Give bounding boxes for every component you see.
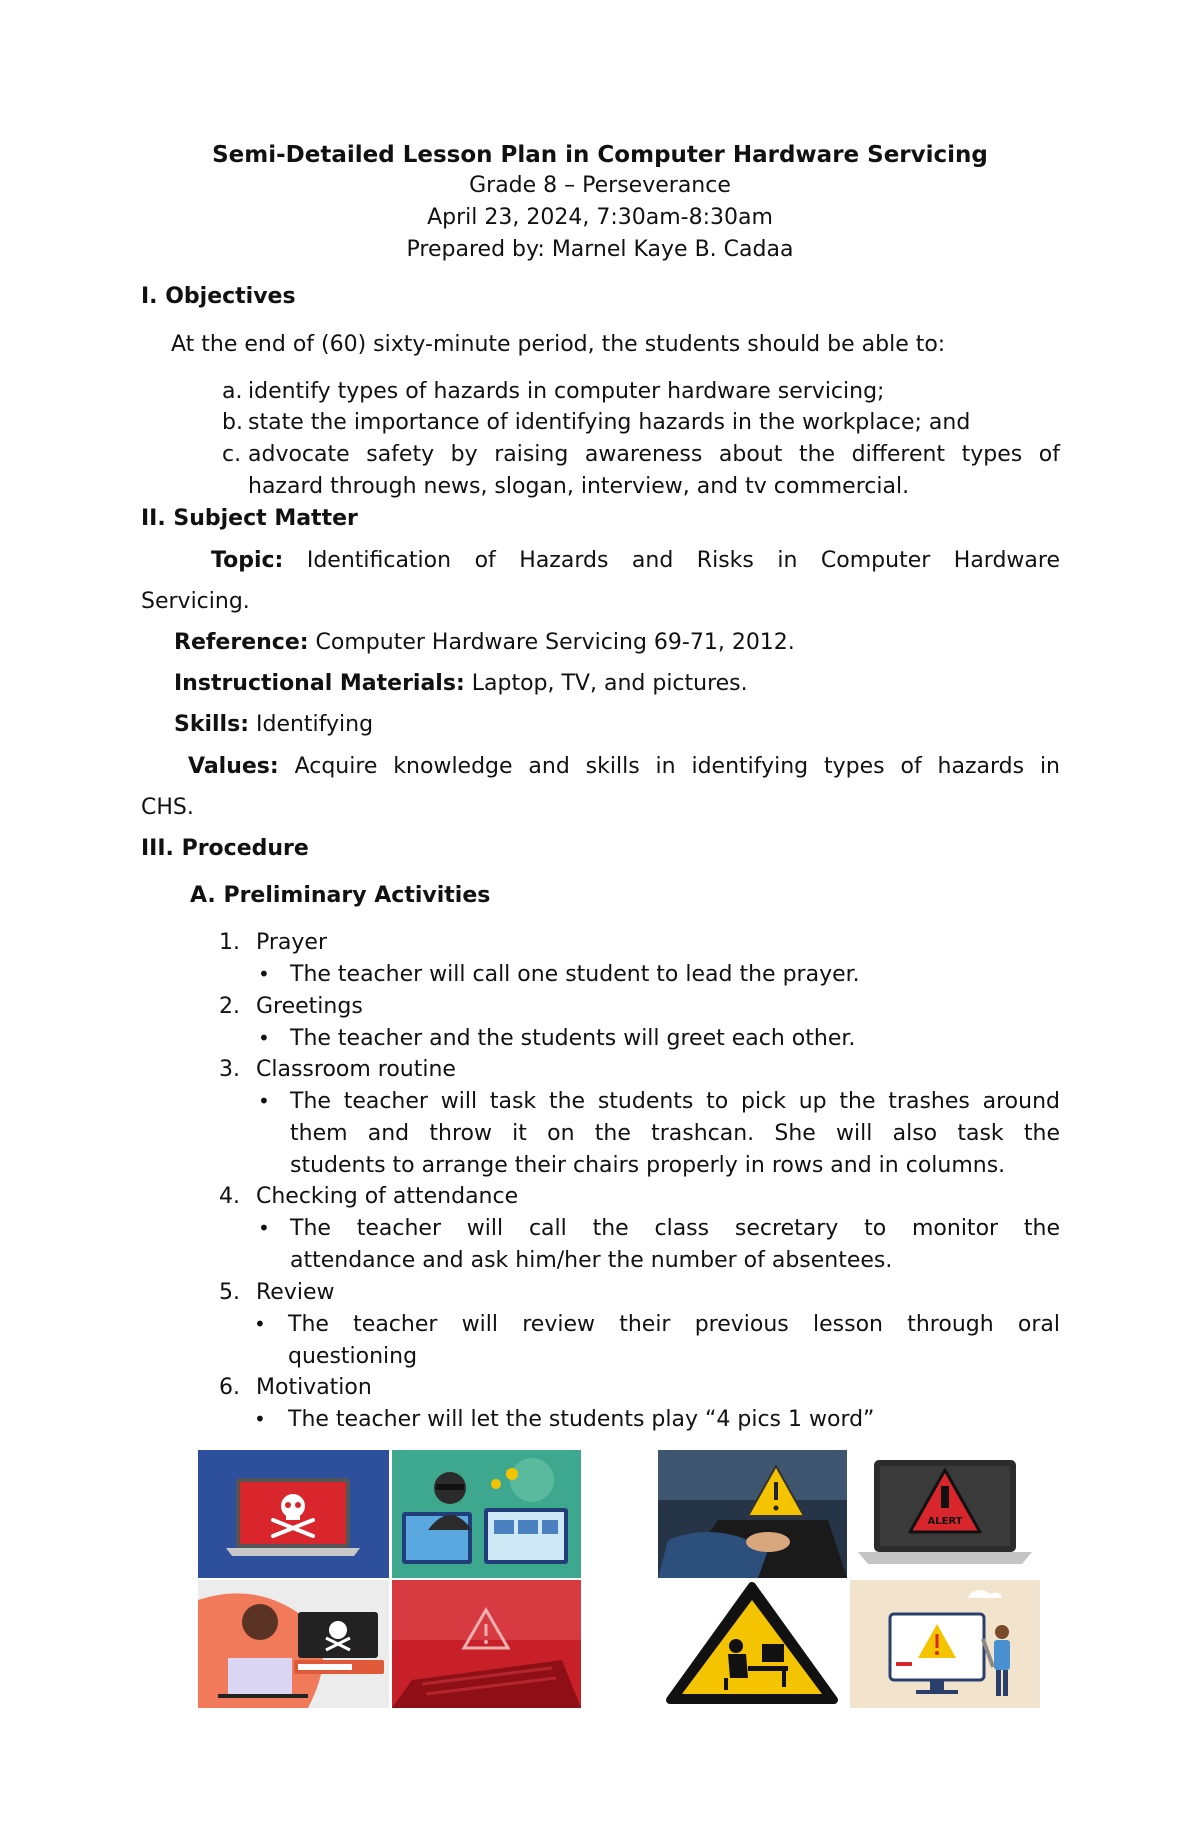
bullet-dot: •	[258, 1026, 270, 1050]
skills-label: Skills:	[174, 712, 249, 737]
workplace-hazard-icon	[658, 1580, 847, 1708]
materials-label: Instructional Materials:	[174, 671, 465, 696]
bullet-dot: •	[258, 1089, 270, 1113]
step-number: 2.	[219, 994, 240, 1019]
workplace-hazard-sign-image	[658, 1580, 847, 1708]
laptop-alert-image	[850, 1450, 1040, 1578]
typing-warning-icon	[658, 1450, 847, 1578]
red-warning-icon	[392, 1580, 581, 1708]
preliminary-activities-heading: A. Preliminary Activities	[190, 883, 491, 908]
lesson-date: April 23, 2024, 7:30am-8:30am	[427, 205, 773, 230]
objective-text: state the importance of identifying hazards in the workplace; and	[248, 410, 971, 435]
step-name: Motivation	[256, 1375, 372, 1400]
alert-laptop-icon	[850, 1450, 1040, 1578]
bullet-dot: •	[254, 1312, 266, 1336]
reference-value: Computer Hardware Servicing 69-71, 2012.	[315, 630, 795, 655]
grade-section: Grade 8 – Perseverance	[469, 173, 731, 198]
objective-letter: c.	[222, 442, 242, 467]
values-label: Values:	[188, 754, 279, 779]
reference-line	[174, 630, 795, 655]
skills-value: Identifying	[256, 712, 374, 737]
topic-value: Identification of Hazards and Risks in Computer Hardware	[306, 548, 1060, 573]
values-value: Acquire knowledge and skills in identifying types of hazards in	[294, 754, 1061, 779]
bullet-dot: •	[258, 962, 270, 986]
objectives-intro: At the end of (60) sixty-minute period, the students should be able to:	[171, 332, 946, 357]
step-name: Review	[256, 1280, 335, 1305]
laptop-skull-icon	[198, 1450, 389, 1578]
laptop-skull-image	[198, 1450, 389, 1578]
step-number: 3.	[219, 1057, 240, 1082]
step-name: Classroom routine	[256, 1057, 456, 1082]
prepared-by: Prepared by: Marnel Kaye B. Cadaa	[406, 237, 794, 262]
technician-icon	[850, 1580, 1040, 1708]
procedure-heading: III. Procedure	[141, 836, 309, 861]
red-keyboard-warning-image	[392, 1580, 581, 1708]
step-detail: them and throw it on the trashcan. She will also task the	[290, 1121, 1060, 1146]
topic-label: Topic:	[211, 548, 284, 573]
typing-warning-image	[658, 1450, 847, 1578]
document-title: Semi-Detailed Lesson Plan in Computer Hardware Servicing	[212, 142, 988, 168]
subject-matter-heading: II. Subject Matter	[141, 506, 358, 531]
materials-value: Laptop, TV, and pictures.	[471, 671, 748, 696]
topic-line	[211, 548, 1060, 573]
malware-icon	[198, 1580, 389, 1708]
step-number: 5.	[219, 1280, 240, 1305]
objective-letter: a.	[222, 379, 243, 404]
bullet-dot: •	[254, 1407, 266, 1431]
objective-text-continued: hazard through news, slogan, interview, and tv commercial.	[248, 474, 910, 499]
hacker-icon	[392, 1450, 581, 1578]
reference-label: Reference:	[174, 630, 309, 655]
objective-text: advocate safety by raising awareness about the different types of	[248, 442, 1060, 467]
objective-text: identify types of hazards in computer hardware servicing;	[248, 379, 885, 404]
materials-line	[174, 671, 748, 696]
values-value-continued: CHS.	[141, 795, 194, 820]
step-detail: attendance and ask him/her the number of absentees.	[290, 1248, 893, 1273]
topic-value-continued: Servicing.	[141, 589, 250, 614]
step-number: 1.	[219, 930, 240, 955]
step-detail: questioning	[288, 1344, 418, 1369]
values-line	[188, 754, 1060, 779]
hacker-data-theft-image	[392, 1450, 581, 1578]
objective-letter: b.	[222, 410, 243, 435]
step-name: Greetings	[256, 994, 363, 1019]
objectives-heading: I. Objectives	[141, 284, 296, 309]
skills-line	[174, 712, 373, 737]
step-name: Prayer	[256, 930, 328, 955]
technician-warning-image	[850, 1580, 1040, 1708]
bullet-dot: •	[258, 1216, 270, 1240]
malware-popup-image	[198, 1580, 389, 1708]
alert-label: ALERT	[927, 1516, 963, 1527]
step-detail: The teacher will let the students play “4 pics 1 word”	[288, 1407, 875, 1432]
step-number: 6.	[219, 1375, 240, 1400]
step-detail: The teacher will call the class secretary to monitor the	[290, 1216, 1060, 1241]
step-detail: students to arrange their chairs properly in rows and in columns.	[290, 1153, 1006, 1178]
step-number: 4.	[219, 1184, 240, 1209]
step-detail: The teacher will task the students to pick up the trashes around	[290, 1089, 1060, 1114]
step-name: Checking of attendance	[256, 1184, 519, 1209]
step-detail: The teacher will call one student to lead the prayer.	[290, 962, 860, 987]
step-detail: The teacher will review their previous lesson through oral	[288, 1312, 1060, 1337]
step-detail: The teacher and the students will greet each other.	[290, 1026, 856, 1051]
